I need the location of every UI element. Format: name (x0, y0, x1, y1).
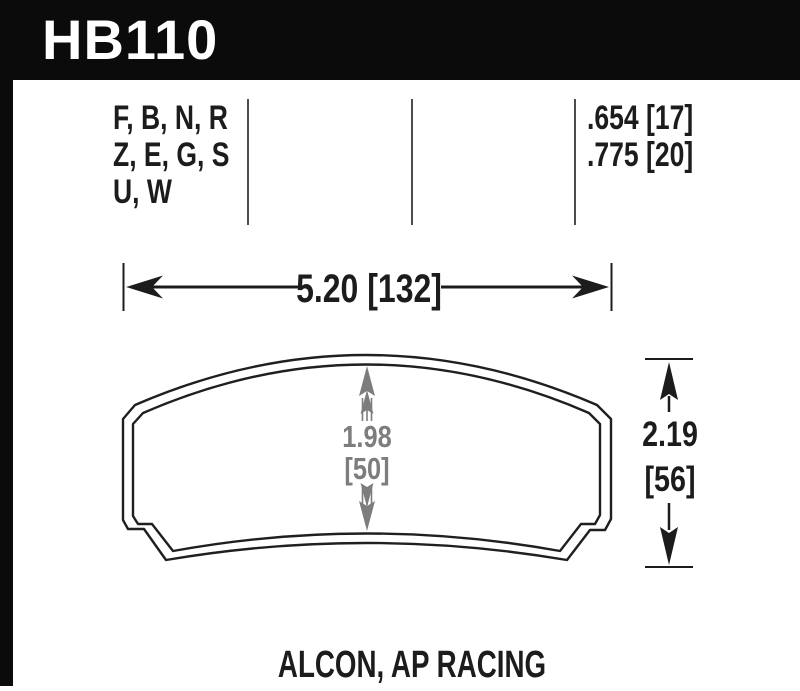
compound-codes-line: F, B, N, R (113, 99, 228, 137)
height-dim-arrowhead-up (660, 362, 678, 400)
height-dim-arrowhead-down (660, 527, 678, 565)
part-number-text: HB110 (42, 8, 219, 71)
applications-text: ALCON, AP RACING (277, 644, 547, 686)
height-dim-label-mm: [56] (644, 459, 696, 499)
compound-codes-line: U, W (113, 173, 172, 211)
height-dim-label-in: 2.19 (642, 414, 698, 454)
center-dim-label-in: 1.98 (342, 419, 392, 455)
pad-thickness-line: .775 [20] (587, 136, 694, 174)
center-dimension (342, 366, 391, 531)
height-dimension (642, 359, 698, 567)
center-dim-label-mm: [50] (344, 451, 390, 487)
compound-codes-line: Z, E, G, S (113, 136, 230, 174)
width-dimension (124, 263, 612, 311)
width-dim-label: 5.20 [132] (296, 265, 442, 311)
pad-thickness-line: .654 [17] (587, 99, 694, 137)
